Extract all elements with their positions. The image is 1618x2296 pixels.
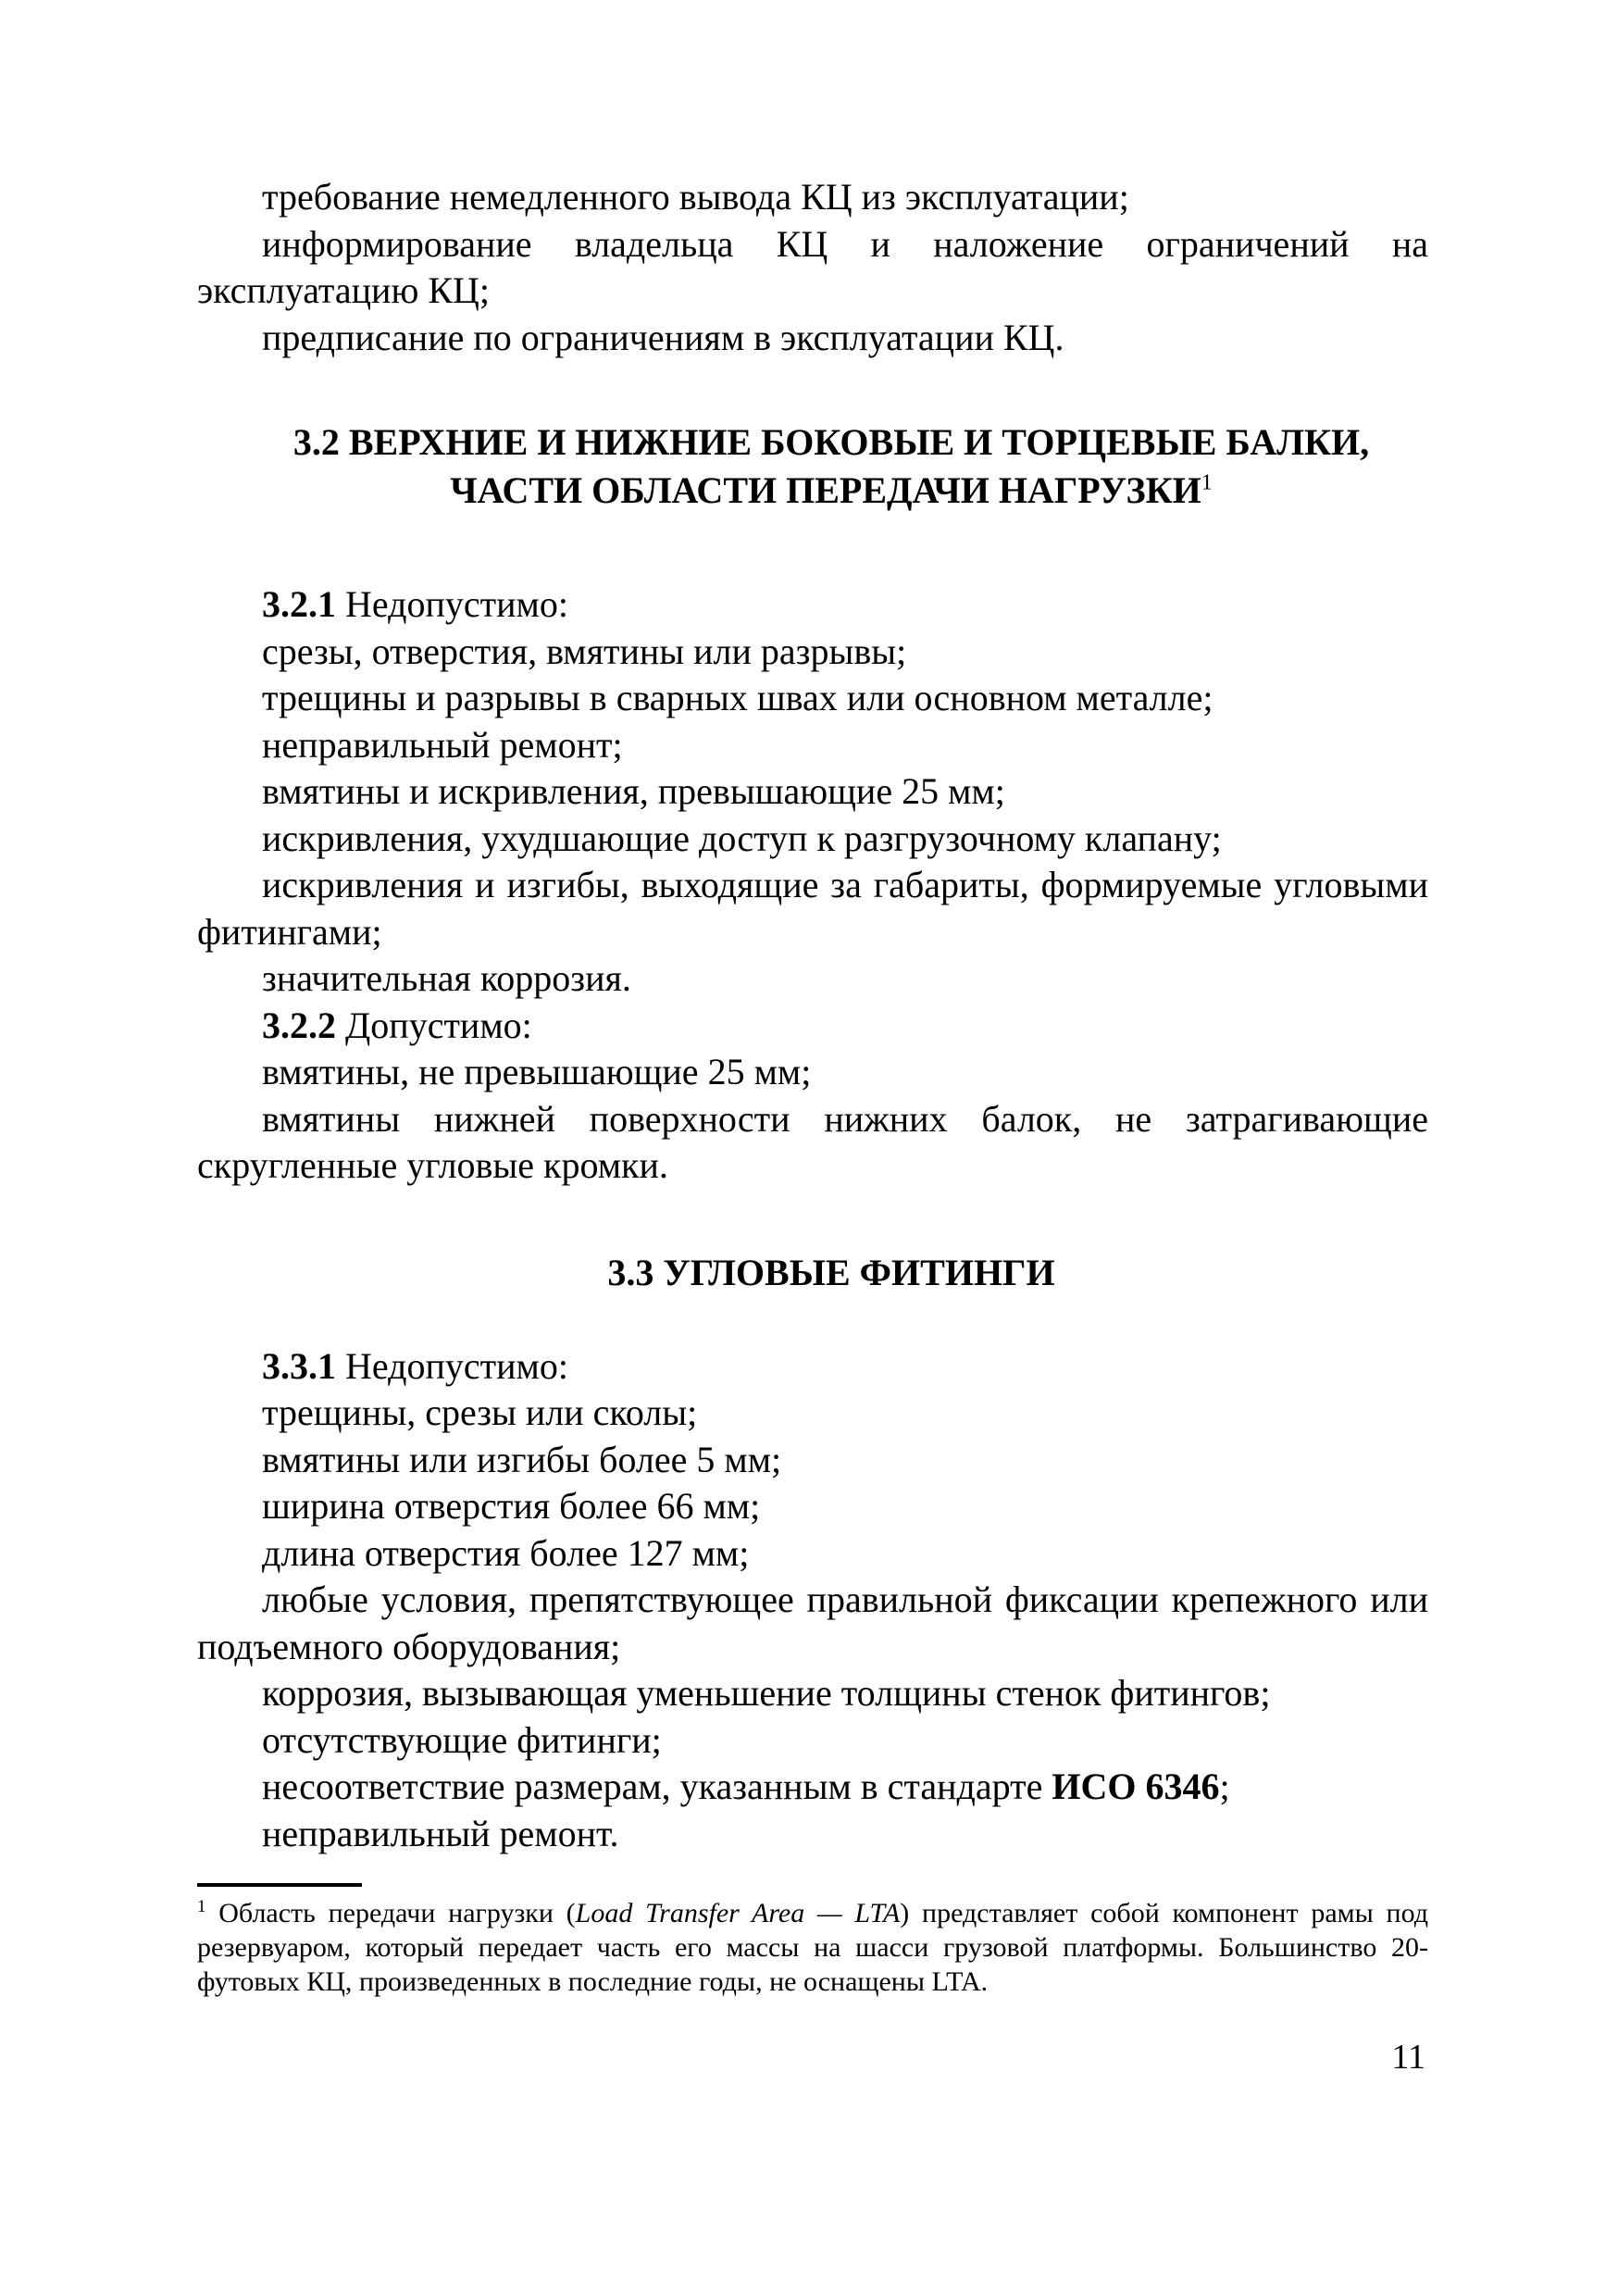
list-item: требование немедленного вывода КЦ из эксплуатации; xyxy=(262,176,1129,218)
list-item: неправильный ремонт; xyxy=(262,723,623,766)
body-content xyxy=(197,174,1428,1857)
footnote-text: Область передачи нагрузки ( xyxy=(205,1898,576,1928)
list-item: вмятины нижней поверхности нижних балок, не затрагивающие скругленные угловые кромки. xyxy=(197,1097,1428,1186)
footnote xyxy=(197,1896,1428,1999)
footnote-text: ) представляет собой компонент рамы под резервуаром, который передает часть его массы на шасси грузовой платформы. Большинство 20-футовых КЦ, произведенных в последние годы, не оснащены LTA. xyxy=(197,1898,1428,1997)
footnote-reference[interactable]: 1 xyxy=(1201,470,1213,495)
list-item: длина отверстия более 127 мм; xyxy=(262,1531,750,1574)
clause-3-2-1 xyxy=(197,581,1428,629)
list-item: искривления и изгибы, выходящие за габариты, формируемые угловыми фитингами; xyxy=(197,864,1428,953)
list-item: информирование владельца КЦ и наложение ограничений на эксплуатацию КЦ; xyxy=(197,222,1428,311)
list-item: неправильный ремонт. xyxy=(262,1812,619,1854)
list-item: коррозия, вызывающая уменьшение толщины стенок фитингов; xyxy=(262,1672,1271,1714)
standard-reference: ИСО 6346 xyxy=(1052,1766,1220,1807)
list-item: вмятины и искривления, превышающие 25 мм; xyxy=(262,770,1005,812)
list-item: трещины и разрывы в сварных швах или основном металле; xyxy=(262,677,1214,718)
clause-3-3-1 xyxy=(197,1343,1428,1391)
section-heading-text: ЧАСТИ ОБЛАСТИ ПЕРЕДАЧИ НАГРУЗКИ xyxy=(450,469,1201,511)
clause-label: Недопустимо: xyxy=(345,1344,568,1387)
section-heading-3-2 xyxy=(197,418,1428,515)
section-heading-line: 3.2 ВЕРХНИЕ И НИЖНИЕ БОКОВЫЕ И ТОРЦЕВЫЕ БАЛКИ, xyxy=(292,421,1370,463)
list-item-text: ; xyxy=(1219,1766,1230,1807)
footnote-term: Load Transfer Area — LTA xyxy=(575,1898,901,1928)
list-item-text: несоответствие размерам, указанным в стандарте xyxy=(262,1766,1052,1807)
clause-label: Допустимо: xyxy=(345,1004,532,1046)
list-item: вмятины или изгибы более 5 мм; xyxy=(262,1438,782,1480)
clause-number: 3.2.1 xyxy=(262,583,336,625)
clause-number: 3.2.2 xyxy=(262,1004,336,1046)
clause-number: 3.3.1 xyxy=(262,1344,336,1387)
list-item-iso xyxy=(197,1764,1428,1811)
list-item: трещины, срезы или сколы; xyxy=(262,1391,698,1433)
clause-3-2-2 xyxy=(197,1003,1428,1050)
list-item: любые условия, препятствующее правильной фиксации крепежного или подъемного оборудования; xyxy=(197,1578,1428,1667)
footnote-mark: 1 xyxy=(197,1897,206,1916)
section-heading-line xyxy=(234,467,1428,515)
footnote-divider xyxy=(197,1883,362,1887)
list-item: вмятины, не превышающие 25 мм; xyxy=(262,1051,812,1092)
list-item: предписание по ограничениям в эксплуатации КЦ. xyxy=(262,316,1064,358)
list-item: значительная коррозия. xyxy=(262,957,631,999)
list-item: срезы, отверстия, вмятины или разрывы; xyxy=(262,630,907,672)
list-item: искривления, ухудшающие доступ к разгрузочному клапану; xyxy=(262,817,1222,859)
section-heading-3-3: 3.3 УГЛОВЫЕ ФИТИНГИ xyxy=(607,1251,1055,1293)
page-number: 11 xyxy=(1391,2038,1425,2077)
clause-label: Недопустимо: xyxy=(345,583,568,625)
list-item: ширина отверстия более 66 мм; xyxy=(262,1485,761,1527)
list-item: отсутствующие фитинги; xyxy=(262,1718,662,1761)
